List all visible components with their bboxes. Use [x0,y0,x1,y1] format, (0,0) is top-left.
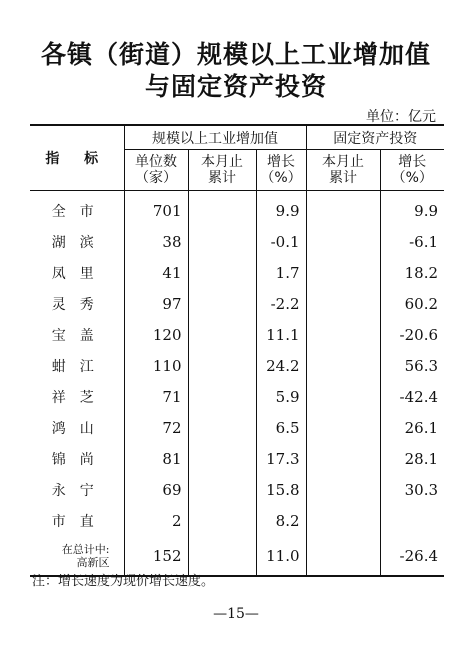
footnote: 注：增长速度为现价增长速度。 [32,574,215,589]
header-fixed-group: 固定资产投资 [306,125,444,150]
page-title-line2: 与固定资产投资 [144,72,327,101]
header-indicator: 指 标 [30,125,124,191]
row-label-hightech: 在总计中: 高新区 [30,536,124,576]
table-row: 永宁 69 15.8 30.3 [30,474,444,505]
table-row: 鸿山 72 6.5 26.1 [30,412,444,443]
page-title-line1: 各镇（街道）规模以上工业增加值 [40,40,431,69]
table-row: 湖滨 38 -0.1 -6.1 [30,226,444,257]
header-ind-cum: 本月止 累计 [188,150,256,191]
table-row: 市直 2 8.2 [30,505,444,536]
table-row: 在总计中: 高新区 152 11.0 -26.4 [30,536,444,576]
table-row: 灵秀 97 -2.2 60.2 [30,288,444,319]
data-table [30,124,444,577]
table-row: 锦尚 81 17.3 28.1 [30,443,444,474]
header-fa-cum: 本月止 累计 [306,150,380,191]
header-industry-group: 规模以上工业增加值 [124,125,306,150]
header-fa-growth: 增长 （%） [380,150,444,191]
header-ind-growth: 增长 （%） [256,150,306,191]
table-row: 祥芝 71 5.9 -42.4 [30,381,444,412]
table-row: 全市 701 9.9 9.9 [30,191,444,227]
table-row: 凤里 41 1.7 18.2 [30,257,444,288]
table-row: 宝盖 120 11.1 -20.6 [30,319,444,350]
table-row: 蚶江 110 24.2 56.3 [30,350,444,381]
page-number: —15— [213,606,259,622]
unit-label: 单位：亿元 [366,109,436,125]
header-count: 单位数 （家） [124,150,188,191]
